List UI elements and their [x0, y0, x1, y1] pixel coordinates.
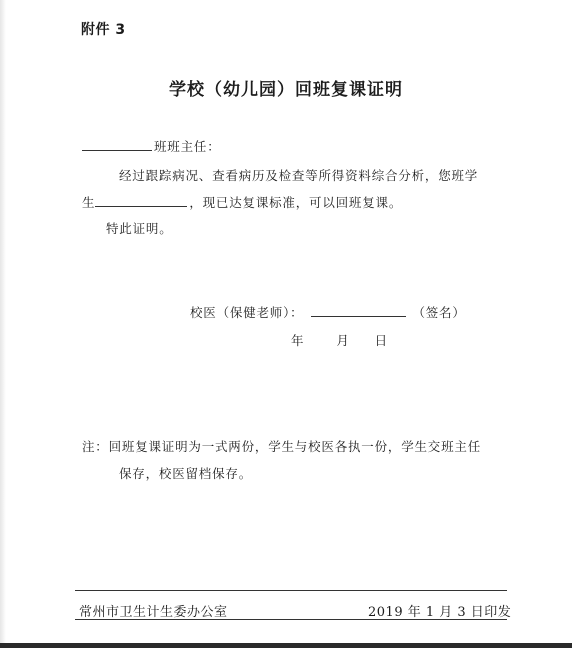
signature-line [190, 303, 466, 321]
paragraph-line-1: 经过跟踪病况、查看病历及检查等所得资料综合分析，您班学 [119, 168, 479, 183]
student-name-blank [95, 205, 187, 207]
document-title: 学校（幼儿园）回班复课证明 [169, 80, 403, 100]
paragraph-line-2 [82, 193, 402, 211]
addressee-line [82, 137, 221, 155]
class-name-blank [82, 149, 152, 151]
paragraph-line-2-text: ，现已达复课标准，可以回班复课。 [189, 195, 403, 210]
certify-text: 特此证明。 [106, 221, 173, 236]
date-day: 日 [374, 333, 388, 348]
note-line-2: 保存，校医留档保存。 [119, 466, 253, 481]
date-year: 年 [291, 333, 305, 348]
note-line-1: 注：回班复课证明为一式两份，学生与校医各执一份，学生交班主任 [82, 439, 482, 454]
student-prefix: 生 [82, 195, 96, 210]
attachment-label: 附件 3 [81, 22, 126, 38]
footer-top-rule [75, 590, 507, 591]
footer-issuer: 常州市卫生计生委办公室 [79, 605, 228, 620]
addressee-text: 班班主任： [154, 139, 221, 154]
signature-blank [311, 315, 406, 317]
date-month: 月 [336, 333, 350, 348]
signature-label: 校医（保健老师）： [190, 305, 304, 320]
sign-note: （签名） [412, 305, 466, 320]
date-line [291, 331, 388, 349]
footer-issue-date: 2019 年 1 月 3 日印发 [368, 605, 512, 620]
footer-bottom-rule [75, 619, 507, 620]
scan-bottom-edge [0, 643, 572, 648]
